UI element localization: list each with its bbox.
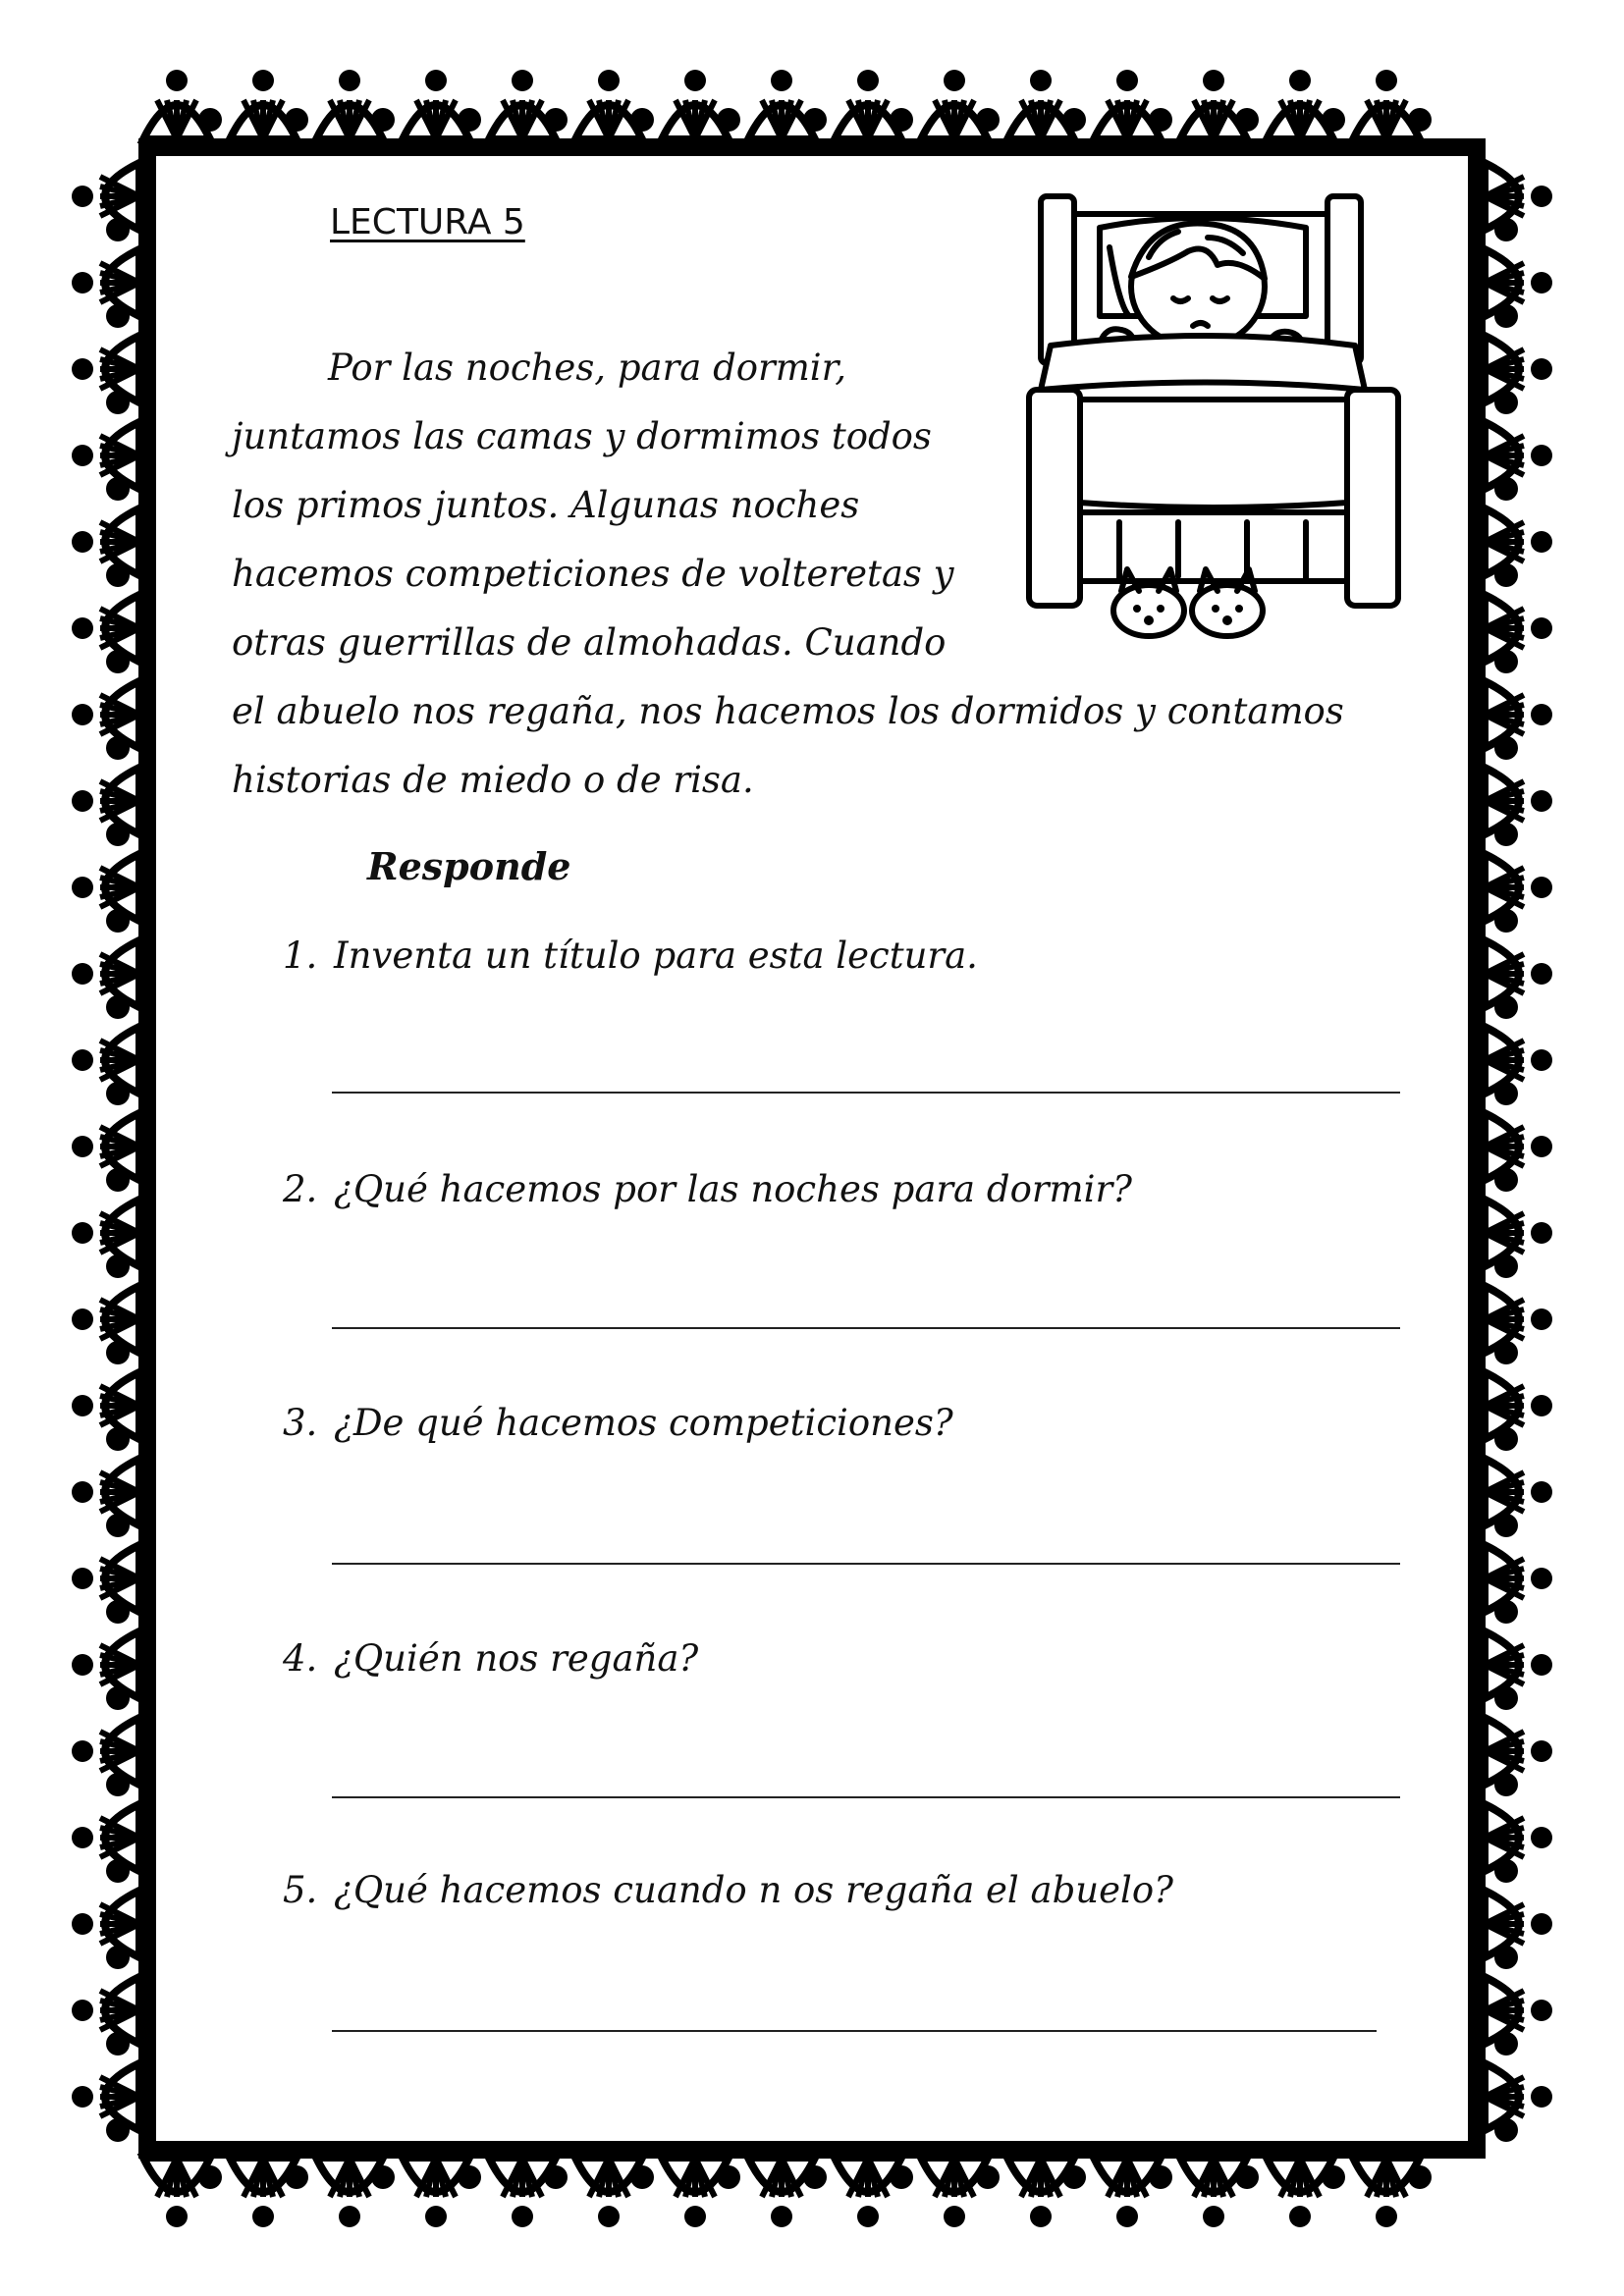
reading-line: el abuelo nos regaña, nos hacemos los dormidos y contamos [232, 690, 1344, 732]
question-text: Inventa un título para esta lectura. [334, 934, 978, 977]
answer-line-5[interactable] [332, 2030, 1377, 2032]
reading-title: LECTURA 5 [330, 202, 525, 242]
answer-line-3[interactable] [332, 1563, 1400, 1565]
worksheet-content [147, 147, 1477, 2150]
question-number: 2. [283, 1168, 318, 1210]
reading-line: los primos juntos. Algunas noches [232, 484, 860, 526]
answer-line-4[interactable] [332, 1796, 1400, 1798]
frame-bottom-scallops [143, 2158, 1432, 2227]
question-number: 1. [283, 934, 318, 977]
question-number: 4. [283, 1637, 318, 1680]
question-5 [283, 1869, 1402, 1911]
reading-line: hacemos competiciones de volteretas y [232, 553, 954, 595]
responde-heading: Responde [367, 844, 571, 888]
reading-line: historias de miedo o de risa. [232, 759, 754, 801]
answer-line-1[interactable] [332, 1092, 1400, 1094]
question-3 [283, 1402, 1402, 1444]
question-number: 3. [283, 1402, 318, 1444]
question-2 [283, 1168, 1402, 1210]
question-4 [283, 1637, 1402, 1680]
frame-right-scallops [1485, 163, 1552, 2142]
reading-paragraph [232, 334, 1344, 815]
reading-line: otras guerrillas de almohadas. Cuando [232, 621, 947, 664]
answer-line-2[interactable] [332, 1327, 1400, 1329]
reading-line: juntamos las camas y dormimos todos [232, 415, 932, 457]
frame-top-scallops [143, 70, 1432, 139]
question-number: 5. [283, 1869, 318, 1911]
frame-left-scallops [72, 163, 139, 2142]
question-text: ¿Qué hacemos por las noches para dormir? [334, 1168, 1132, 1210]
question-1 [283, 934, 1402, 977]
question-text: ¿Qué hacemos cuando n os regaña el abuelo? [334, 1869, 1173, 1911]
question-text: ¿Quién nos regaña? [334, 1637, 699, 1680]
question-text: ¿De qué hacemos competiciones? [334, 1402, 953, 1444]
reading-line: Por las noches, para dormir, [328, 347, 847, 389]
